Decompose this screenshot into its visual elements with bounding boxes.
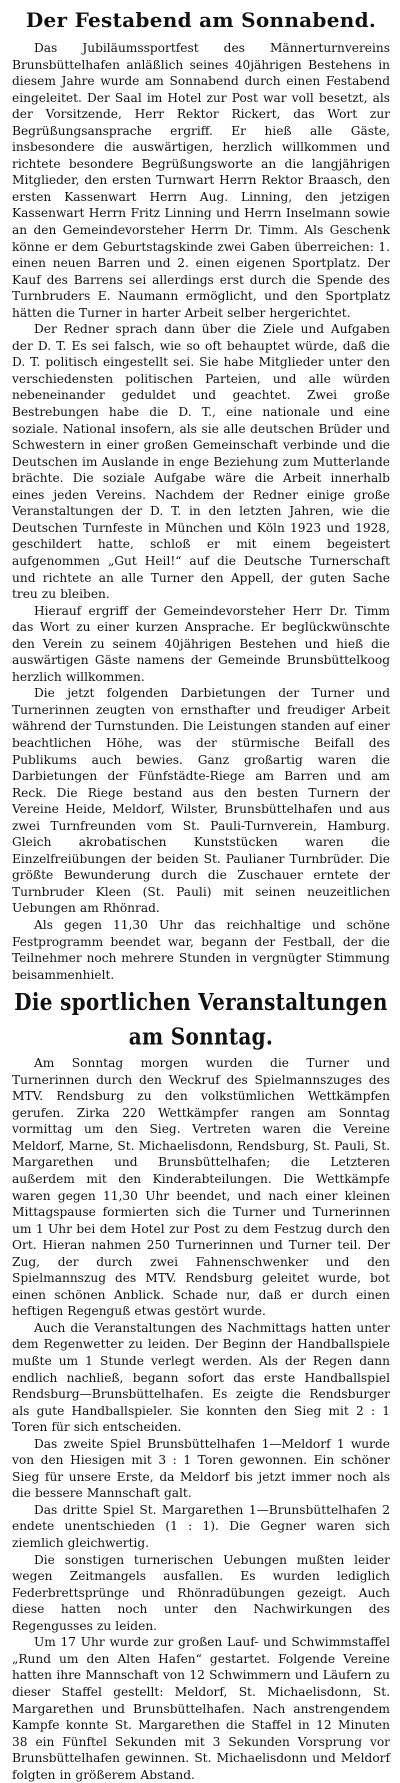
- paragraph: Auch die Veranstaltungen des Nachmittags hatten unter dem Regenwetter zu leiden. Der Beginn der Handballspiele mußte um 1 Stunde verlegt werden. Als der Regen dann endlich nachließ, begann sofort das erste Handballspiel Rendsburg—Brunsbüttelhafen. Es zeigte die Rendsburger als gute Handballspieler. Sie konnten den Sieg mit 2 : 1 Toren für sich entscheiden.: [12, 1320, 390, 1435]
- paragraph: Die sonstigen turnerischen Uebungen mußten leider wegen Zeitmangels ausfallen. Es wurden lediglich Federbrettsprünge und Rhönradübungen gezeigt. Auch diese hatten noch unter den Nachwirkungen des Regengusses zu leiden.: [12, 1552, 390, 1633]
- section-sonntag: [12, 1055, 390, 1783]
- paragraph: Der Redner sprach dann über die Ziele und Aufgaben der D. T. Es sei falsch, wie so oft behauptet würde, daß die D. T. politisch eingestellt sei. Sie habe Mitglieder unter den verschiedensten politischen Parteien, und alle würden nebeneinander geduldet und geachtet. Zwei große Bestrebungen habe die D. T., eine nationale und eine soziale. National insofern, als sie alle deutschen Brüder und Schwestern in einer großen Gemeinschaft verbinde und die Deutschen im Auslande in enge Beziehung zum Mutterlande brächte. Die soziale Aufgabe wäre die Arbeit innerhalb eines jeden Vereins. Nachdem der Redner einige große Veranstaltungen der D. T. in den letzten Jahren, wie die Deutschen Turnfeste in München und Köln 1923 und 1928, geschildert hatte, schloß er mit einem begeistert aufgenommen „Gut Heil!“ auf die Deutsche Turnerschaft und richtete an alle Turner den Appell, der guten Sache treu zu bleiben.: [12, 322, 390, 602]
- paragraph: Die jetzt folgenden Darbietungen der Turner und Turnerinnen zeugten von ernsthafter und freudiger Arbeit während der Turnstunden. Die Leistungen standen auf einer beachtlichen Höhe, was der stürmische Beifall des Publikums auch bewies. Ganz großartig waren die Darbietungen der Fünfstädte-Riege am Barren und am Reck. Die Riege bestand aus den besten Turnern der Vereine Heide, Meldorf, Wilster, Brunsbüttelhafen und aus zwei Turnfreunden vom St. Pauli-Turnverein, Hamburg. Gleich akrobatischen Kunststücken waren die Einzelfreiübungen der beiden St. Paulianer Turnbrüder. Die größte Bewunderung durch die Zuschauer erntete der Turnbruder Kleen (St. Pauli) mit seinen neuzeitlichen Uebungen am Rhönrad.: [12, 686, 390, 916]
- article-title: Der Festabend am Sonnabend.: [25, 8, 377, 32]
- paragraph: Das zweite Spiel Brunsbüttelhafen 1—Meldorf 1 wurde von den Hiesigen mit 3 : 1 Toren gewonnen. Ein schöner Sieg für unsere Erste, da Meldorf bis jetzt immer noch als die bessere Mannschaft galt.: [12, 1436, 390, 1501]
- paragraph: Als gegen 11,30 Uhr das reichhaltige und schöne Festprogramm beendet war, begann der Festball, der die Teilnehmer noch mehrere Stunden in vergnügter Stimmung beisammenhielt.: [12, 917, 390, 982]
- paragraph: Am Sonntag morgen wurden die Turner und Turnerinnen durch den Weckruf des Spielmannszuges des MTV. Rendsburg zu den volkstümlichen Wettkämpfen gerufen. Zirka 220 Wettkämpfer rangen am Sonntag vormittag um den Sieg. Vertreten waren die Vereine Meldorf, Marne, St. Michaelisdonn, Rendsburg, St. Pauli, St. Margarethen und Brunsbüttelhafen; die Letzteren außerdem mit den Kinderabteilungen. Die Wettkämpfe waren gegen 11,30 Uhr beendet, und nach einer kleinen Mittagspause formierten sich die Turner und Turnerinnen um 1 Uhr bei dem Hotel zur Post zu dem Festzug durch den Ort. Hieran nahmen 250 Turnerinnen und Turner teil. Der Zug, der durch zwei Fahnenschwenker und den Spielmannszug des MTV. Rendsburg geleitet wurde, bot einen schönen Anblick. Schade nur, daß er durch einen heftigen Regenguß etwas gestört wurde.: [12, 1056, 390, 1319]
- paragraph: Hierauf ergriff der Gemeindevorsteher Herr Dr. Timm das Wort zu einer kurzen Ansprache. Er beglückwünschte den Verein zu seinem 40jährigen Bestehen und hieß die auswärtigen Gäste namens der Gemeinde Brunsbüttelkoog herzlich willkommen.: [12, 603, 390, 684]
- paragraph: Das Jubiläumssportfest des Männerturnvereins Brunsbüttelhafen anläßlich seines 40jährigen Bestehens in diesem Jahre wurde am Sonnabend durch einen Festabend eingeleitet. Der Saal im Hotel zur Post war voll besetzt, als der Vorsitzende, Herr Rektor Rickert, das Wort zur Begrüßungsansprache ergriff. Er hieß alle Gäste, insbesondere die auswärtigen, herzlich willkommen und richtete besondere Begrüßungsworte an die langjährigen Mitglieder, den ersten Turnwart Herrn Rektor Braasch, den ersten Kassenwart Herrn Aug. Linning, den jetzigen Kassenwart Herrn Fritz Linning und Herrn Inselmann sowie an den Gemeindevorsteher Herrn Dr. Timm. Als Geschenk könne er dem Geburtstagskinde zwei Gaben überreichen: 1. einen neuen Barren und 2. einen eigenen Sportplatz. Der Kauf des Barrens sei allerdings erst durch die Spende des Turnbruders E. Naumann ermöglicht, und den Sportplatz hätten die Turner in harter Arbeit selber hergerichtet.: [12, 41, 390, 320]
- paragraph: Um 17 Uhr wurde zur großen Lauf- und Schwimmstaffel „Rund um den Alten Hafen“ gestartet. Folgende Vereine hatten ihre Mannschaft von 12 Schwimmern und Läufern zu dieser Staffel gestellt: Meldorf, St. Michaelisdonn, St. Margarethen und Brunsbüttelhafen. Nach anstrengendem Kampfe konnte St. Margarethen die Staffel in 12 Minuten 38 ein Fünftel Sekunden mit 3 Sekunden Vorsprung vor Brunsbüttelhafen gewinnen. St. Michaelisdonn und Meldorf folgten in größerem Abstand.: [12, 1635, 390, 1782]
- section-festabend: [12, 40, 390, 983]
- article-subtitle: Die sportlichen Veranstaltungen am Sonntag.: [14, 988, 388, 1051]
- paragraph: Das dritte Spiel St. Margarethen 1—Brunsbüttelhafen 2 endete unentschieden (1 : 1). Die Gegner waren sich ziemlich gleichwertig.: [12, 1502, 390, 1551]
